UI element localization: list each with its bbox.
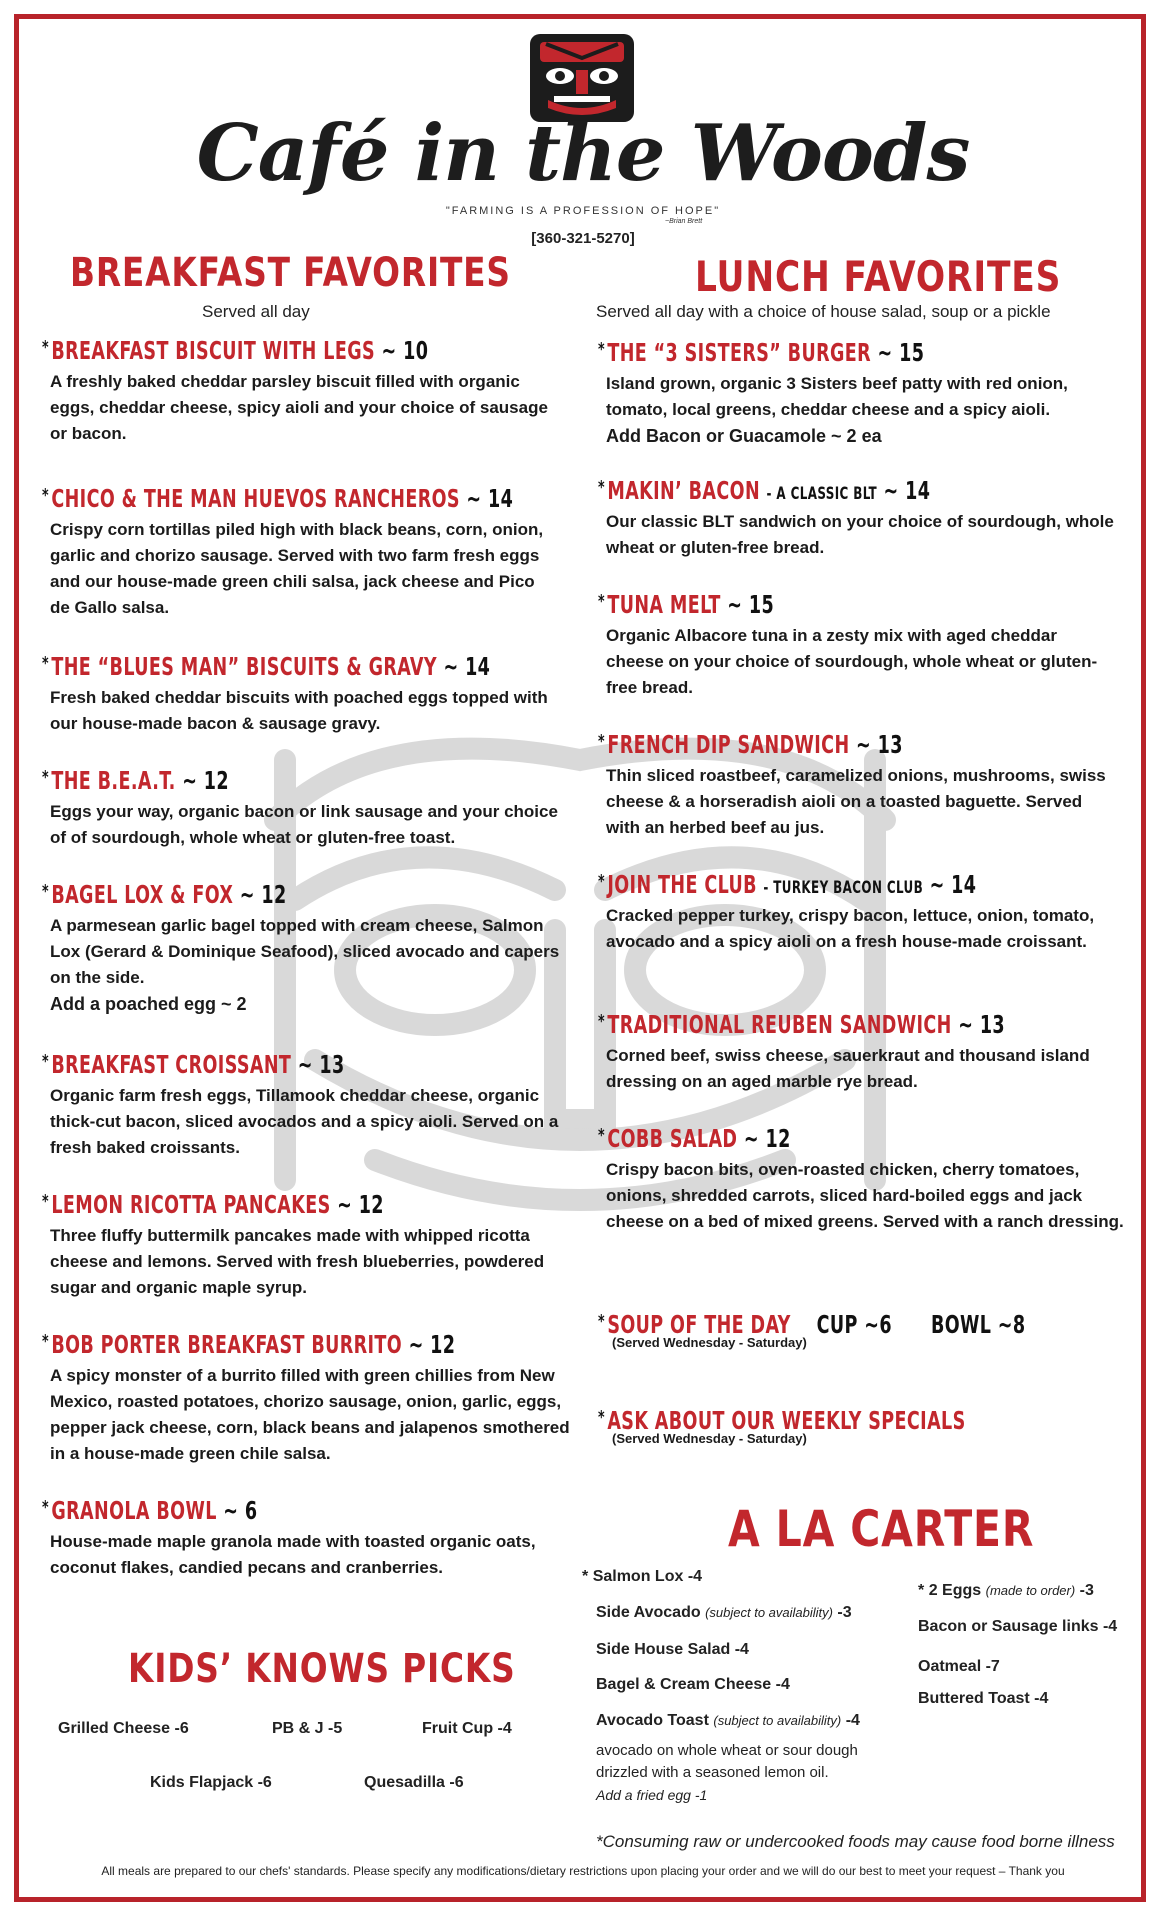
item-price: ~ 15 xyxy=(877,338,925,367)
lunch-item: *TUNA MELT ~ 15 Organic Albacore tuna in a zesty mix with aged cheddar cheese on your choice of sourdough, whole wheat or gluten-free bread. xyxy=(598,590,1118,701)
kids-item: Kids Flapjack -6 xyxy=(150,1774,272,1791)
item-name: SOUP OF THE DAY xyxy=(607,1310,791,1339)
soup-bowl-price: BOWL ~8 xyxy=(930,1310,1026,1339)
brand-name: Café in the Woods xyxy=(196,108,970,199)
lunch-item: *JOIN THE CLUB - TURKEY BACON CLUB ~ 14 Cracked pepper turkey, crispy bacon, lettuce, onion, tomato, avocado and a spicy aioli on a fresh house-made croissant. xyxy=(598,870,1118,955)
item-name: ASK ABOUT OUR WEEKLY SPECIALS xyxy=(607,1406,966,1435)
breakfast-title: BREAKFAST FAVORITES xyxy=(70,250,511,296)
item-price: ~ 12 xyxy=(408,1330,456,1359)
breakfast-item: *CHICO & THE MAN HUEVOS RANCHEROS ~ 14 Crispy corn tortillas piled high with black beans, corn, onion, garlic and chorizo sausage. Served with two farm fresh eggs and our house-made green chili salsa, jack cheese and Pico de Gallo salsa. xyxy=(42,484,582,621)
item-description: Island grown, organic 3 Sisters beef patty with red onion, tomato, local greens, cheddar cheese and a spicy aioli. xyxy=(606,374,1068,419)
alacarte-links: Bacon or Sausage links -4 xyxy=(918,1618,1118,1635)
kids-title: KIDS’ KNOWS PICKS xyxy=(128,1646,516,1692)
item-name: CHICO & THE MAN HUEVOS RANCHEROS xyxy=(51,484,460,513)
item-description: Cracked pepper turkey, crispy bacon, lettuce, onion, tomato, avocado and a spicy aioli on a fresh house-made croissant. xyxy=(606,906,1095,951)
item-name: THE B.E.A.T. xyxy=(51,766,176,795)
kids-item: Quesadilla -6 xyxy=(364,1774,464,1791)
item-price: ~ 13 xyxy=(958,1010,1006,1039)
soup-note: (Served Wednesday - Saturday) xyxy=(612,1335,807,1350)
breakfast-item: *BAGEL LOX & FOX ~ 12 A parmesean garlic bagel topped with cream cheese, Salmon Lox (Gerard & Dominique Seafood), sliced avocado and capers on the side. Add a poached egg ~ 2 xyxy=(42,880,562,1017)
breakfast-item: *BREAKFAST CROISSANT ~ 13 Organic farm fresh eggs, Tillamook cheddar cheese, organic thick-cut bacon, sliced avocados and a spicy aioli. Served on a fresh baked croissants. xyxy=(42,1050,562,1161)
food-safety-warning: *Consuming raw or undercooked foods may cause food borne illness xyxy=(596,1832,1115,1851)
item-price: ~ 14 xyxy=(883,476,931,505)
item-description: Three fluffy buttermilk pancakes made with whipped ricotta cheese and lemons. Served with fresh blueberries, powdered sugar and organic maple syrup. xyxy=(50,1226,545,1297)
alacarte-oatmeal: Oatmeal -7 xyxy=(918,1658,1000,1675)
item-price: ~ 13 xyxy=(297,1050,345,1079)
item-description: A spicy monster of a burrito filled with green chillies from New Mexico, roasted potatoes, chorizo sausage, onion, garlic, eggs, pepper jack cheese, corn, black beans and jalapenos smothered in a house-made green chile salsa. xyxy=(50,1366,570,1463)
breakfast-item: *BOB PORTER BREAKFAST BURRITO ~ 12 A spicy monster of a burrito filled with green chillies from New Mexico, roasted potatoes, chorizo sausage, onion, garlic, eggs, pepper jack cheese, corn, black beans and jalapenos smothered in a house-made green chile salsa. xyxy=(42,1330,582,1467)
alacarte-salmon: * Salmon Lox -4 xyxy=(582,1568,703,1585)
lunch-item: *COBB SALAD ~ 12 Crispy bacon bits, oven-roasted chicken, cherry tomatoes, onions, shredded carrots, sliced hard-boiled eggs and jack cheese on a bed of mixed greens. Served with a ranch dressing. xyxy=(598,1124,1118,1235)
tagline-author: ~Brian Brett xyxy=(665,218,703,225)
item-name: BREAKFAST CROISSANT xyxy=(51,1050,292,1079)
item-addon: Add a poached egg ~ 2 xyxy=(50,994,247,1014)
item-name: FRENCH DIP SANDWICH xyxy=(607,730,850,759)
soup-cup-price: CUP ~6 xyxy=(816,1310,892,1339)
item-name: COBB SALAD xyxy=(607,1124,738,1153)
item-addon: Add Bacon or Guacamole ~ 2 ea xyxy=(606,426,882,446)
lunch-item: *MAKIN’ BACON - A CLASSIC BLT ~ 14 Our classic BLT sandwich on your choice of sourdough, whole wheat or gluten-free bread. xyxy=(598,476,1118,561)
weekly-specials: *ASK ABOUT OUR WEEKLY SPECIALS (Served Wednesday - Saturday) xyxy=(598,1406,1118,1446)
breakfast-item: *BREAKFAST BISCUIT WITH LEGS ~ 10 A freshly baked cheddar parsley biscuit filled with organic eggs, cheddar cheese, spicy aioli and your choice of sausage or bacon. xyxy=(42,336,562,447)
kids-item: Fruit Cup -4 xyxy=(422,1720,512,1737)
phone-number: [360-321-5270] xyxy=(531,230,635,247)
item-description: Crispy bacon bits, oven-roasted chicken, cherry tomatoes, onions, shredded carrots, sliced hard-boiled eggs and jack cheese on a bed of mixed greens. Served with a ranch dressing. xyxy=(606,1160,1124,1231)
item-subtitle: - A CLASSIC BLT xyxy=(766,484,878,504)
item-price: ~ 14 xyxy=(443,652,491,681)
kids-item: PB & J -5 xyxy=(272,1720,343,1737)
item-price: ~ 10 xyxy=(381,336,429,365)
item-description: Crispy corn tortillas piled high with black beans, corn, onion, garlic and chorizo sausage. Served with two farm fresh eggs and our house-made green chili salsa, jack cheese and Pico de Gallo salsa. xyxy=(50,520,544,617)
item-name: GRANOLA BOWL xyxy=(51,1496,217,1525)
lunch-item: *FRENCH DIP SANDWICH ~ 13 Thin sliced roastbeef, caramelized onions, mushrooms, swiss cheese & a horseradish aioli on a toasted baguette. Served with an herbed beef au jus. xyxy=(598,730,1118,841)
breakfast-item: *THE “BLUES MAN” BISCUITS & GRAVY ~ 14 Fresh baked cheddar biscuits with poached eggs topped with our house-made bacon & sausage gravy. xyxy=(42,652,562,737)
alacarte-bagel: Bagel & Cream Cheese -4 xyxy=(596,1676,790,1693)
item-name: LEMON RICOTTA PANCAKES xyxy=(51,1190,331,1219)
lunch-subtitle: Served all day with a choice of house salad, soup or a pickle xyxy=(596,302,1051,321)
breakfast-item: *LEMON RICOTTA PANCAKES ~ 12 Three fluffy buttermilk pancakes made with whipped ricotta cheese and lemons. Served with fresh blueberries, powdered sugar and organic maple syrup. xyxy=(42,1190,562,1301)
item-description: Corned beef, swiss cheese, sauerkraut and thousand island dressing on an aged marble rye bread. xyxy=(606,1046,1090,1091)
item-description: Fresh baked cheddar biscuits with poached eggs topped with our house-made bacon & sausage gravy. xyxy=(50,688,548,733)
alacarte-side-salad: Side House Salad -4 xyxy=(596,1641,749,1658)
item-subtitle: - TURKEY BACON CLUB xyxy=(763,878,924,898)
lunch-item: *THE “3 SISTERS” BURGER ~ 15 Island grown, organic 3 Sisters beef patty with red onion, tomato, local greens, cheddar cheese and a spicy aioli. Add Bacon or Guacamole ~ 2 ea xyxy=(598,338,1118,449)
item-price: ~ 13 xyxy=(856,730,903,759)
item-price: ~ 12 xyxy=(239,880,287,909)
alacarte-avocado-toast: Avocado Toast (subject to availability) -4 xyxy=(596,1712,860,1729)
lunch-item: *TRADITIONAL REUBEN SANDWICH ~ 13 Corned beef, swiss cheese, sauerkraut and thousand island dressing on an aged marble rye bread. xyxy=(598,1010,1118,1095)
alacarte-title: A LA CARTER xyxy=(728,1500,1035,1558)
item-description: House-made maple granola made with toasted organic oats, coconut flakes, candied pecans and cranberries. xyxy=(50,1532,536,1577)
alacarte-toast-desc: avocado on whole wheat or sour dough drizzled with a seasoned lemon oil. Add a fried egg -1 xyxy=(596,1742,858,1803)
item-description: Our classic BLT sandwich on your choice of sourdough, whole wheat or gluten-free bread. xyxy=(606,512,1114,557)
item-name: JOIN THE CLUB xyxy=(607,870,757,899)
item-price: ~ 12 xyxy=(337,1190,384,1219)
item-name: TRADITIONAL REUBEN SANDWICH xyxy=(607,1010,952,1039)
item-price: ~ 14 xyxy=(466,484,514,513)
item-name: MAKIN’ BACON xyxy=(607,476,761,505)
item-price: ~ 14 xyxy=(929,870,977,899)
alacarte-side-avocado: Side Avocado (subject to availability) -3 xyxy=(596,1604,852,1621)
item-description: Thin sliced roastbeef, caramelized onions, mushrooms, swiss cheese & a horseradish aioli on a toasted baguette. Served with an herbed beef au jus. xyxy=(606,766,1106,837)
lunch-title: LUNCH FAVORITES xyxy=(695,252,1062,301)
item-name: TUNA MELT xyxy=(607,590,721,619)
soup-of-the-day: *SOUP OF THE DAY CUP ~6 BOWL ~8 (Served Wednesday - Saturday) xyxy=(598,1310,1118,1350)
alacarte-eggs: * 2 Eggs (made to order) -3 xyxy=(918,1582,1094,1599)
item-description: A parmesean garlic bagel topped with cream cheese, Salmon Lox (Gerard & Dominique Seafood), sliced avocado and capers on the side. xyxy=(50,916,560,987)
tagline: "FARMING IS A PROFESSION OF HOPE" xyxy=(445,205,721,217)
item-description: Organic farm fresh eggs, Tillamook cheddar cheese, organic thick-cut bacon, sliced avocados and a spicy aioli. Served on a fresh baked croissants. xyxy=(50,1086,559,1157)
kids-item: Grilled Cheese -6 xyxy=(58,1720,189,1737)
item-name: BOB PORTER BREAKFAST BURRITO xyxy=(51,1330,403,1359)
breakfast-item: *GRANOLA BOWL ~ 6 House-made maple granola made with toasted organic oats, coconut flakes, candied pecans and cranberries. xyxy=(42,1496,562,1581)
footer-note: All meals are prepared to our chefs' standards. Please specify any modifications/dietary restrictions upon placing your order and we will do our best to meet your request – Thank you xyxy=(101,1864,1065,1878)
breakfast-subtitle: Served all day xyxy=(202,302,310,321)
item-description: Organic Albacore tuna in a zesty mix with aged cheddar cheese on your choice of sourdough, whole wheat or gluten-free bread. xyxy=(606,626,1098,697)
item-price: ~ 15 xyxy=(727,590,775,619)
breakfast-item: *THE B.E.A.T. ~ 12 Eggs your way, organic bacon or link sausage and your choice of of sourdough, whole wheat or gluten-free toast. xyxy=(42,766,562,851)
item-name: THE “3 SISTERS” BURGER xyxy=(607,338,872,367)
item-description: Eggs your way, organic bacon or link sausage and your choice of of sourdough, whole wheat or gluten-free toast. xyxy=(50,802,558,847)
item-price: ~ 12 xyxy=(743,1124,791,1153)
item-price: ~ 12 xyxy=(182,766,230,795)
item-name: THE “BLUES MAN” BISCUITS & GRAVY xyxy=(51,652,437,681)
specials-note: (Served Wednesday - Saturday) xyxy=(612,1431,807,1446)
item-price: ~ 6 xyxy=(223,1496,258,1525)
item-name: BAGEL LOX & FOX xyxy=(51,880,234,909)
item-description: A freshly baked cheddar parsley biscuit filled with organic eggs, cheddar cheese, spicy aioli and your choice of sausage or bacon. xyxy=(50,372,548,443)
alacarte-buttered-toast: Buttered Toast -4 xyxy=(918,1690,1049,1707)
item-name: BREAKFAST BISCUIT WITH LEGS xyxy=(51,336,376,365)
